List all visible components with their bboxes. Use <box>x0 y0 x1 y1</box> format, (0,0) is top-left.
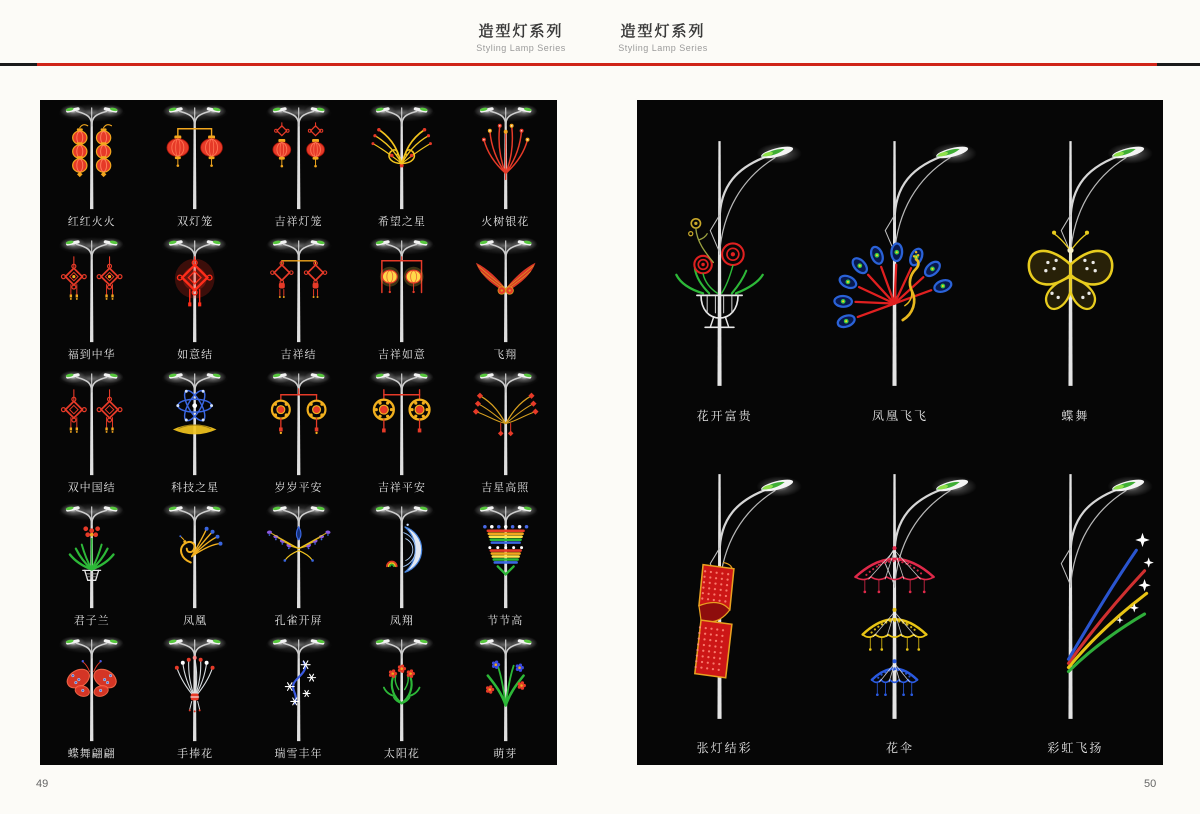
pole-graphic-peacock <box>812 100 987 409</box>
lamp-cell <box>247 366 350 499</box>
lamp-label: 吉祥灯笼 <box>274 216 323 228</box>
lamp-cell <box>350 100 453 233</box>
pole-graphic-firecrackers <box>40 100 143 217</box>
lamp-cell <box>143 233 246 366</box>
lamp-label: 吉祥如意 <box>377 349 426 361</box>
lamp-label: 科技之星 <box>171 482 220 494</box>
lamp-label: 双灯笼 <box>177 216 214 228</box>
pole-graphic-crescent <box>350 499 453 616</box>
pole-graphic-butterfly <box>40 632 143 749</box>
lamp-label: 如意结 <box>177 349 214 361</box>
lamp-cell <box>247 100 350 233</box>
pole-graphic-tiers <box>454 499 557 616</box>
lamp-label: 花伞 <box>885 741 914 755</box>
lamp-cell <box>454 366 557 499</box>
pole-graphic-banner <box>637 433 812 742</box>
lamp-label: 花开富贵 <box>696 408 753 423</box>
lamp-cell <box>40 632 143 765</box>
lamp-cell <box>812 100 987 433</box>
lamp-label: 凤凰飞飞 <box>871 408 928 423</box>
lamp-cell <box>454 632 557 765</box>
lamp-label: 吉星高照 <box>481 482 530 494</box>
lamp-label: 节节高 <box>487 615 524 627</box>
right-header-subtitle: Styling Lamp Series <box>618 43 708 53</box>
lamp-cell <box>637 100 812 433</box>
pole-graphic-basket <box>637 100 812 409</box>
right-page-header <box>598 20 728 53</box>
pole-graphic-spray <box>454 100 557 217</box>
right-page-panel <box>637 100 1163 765</box>
lamp-cell <box>247 499 350 632</box>
lamp-cell <box>637 433 812 766</box>
lamp-cell <box>350 632 453 765</box>
lamp-label: 彩虹飞扬 <box>1047 741 1104 755</box>
lamp-cell <box>143 499 246 632</box>
lamp-cell <box>143 632 246 765</box>
pole-graphic-knots2 <box>40 366 143 483</box>
lamp-cell <box>143 366 246 499</box>
pole-graphic-butterfly_big <box>988 100 1163 409</box>
lamp-cell <box>40 233 143 366</box>
lamp-cell <box>454 100 557 233</box>
lamp-label: 凤翔 <box>389 615 414 627</box>
right-page-number: 50 <box>1144 778 1157 790</box>
pole-graphic-bouquet <box>143 632 246 749</box>
lamp-cell <box>40 366 143 499</box>
left-page-header <box>456 20 586 53</box>
lamp-cell <box>40 100 143 233</box>
lamp-label: 凤凰 <box>183 615 208 627</box>
lamp-cell <box>812 433 987 766</box>
lamp-label: 吉祥平安 <box>377 482 426 494</box>
left-page-number: 49 <box>36 778 49 790</box>
pole-graphic-starwings <box>454 366 557 483</box>
pole-graphic-lanterns <box>143 100 246 217</box>
pole-graphic-coinknots <box>247 366 350 483</box>
pole-graphic-snow <box>247 632 350 749</box>
pole-graphic-atom <box>143 366 246 483</box>
pole-graphic-knot1 <box>143 233 246 350</box>
lamp-cell <box>143 100 246 233</box>
lamp-cell <box>988 433 1163 766</box>
lamp-label: 太阳花 <box>383 748 420 760</box>
pole-graphic-phoenix <box>143 499 246 616</box>
lamp-label: 福到中华 <box>67 349 116 361</box>
lamp-label: 红红火火 <box>67 216 116 228</box>
lamp-label: 希望之星 <box>377 216 426 228</box>
lamp-cell <box>454 499 557 632</box>
lamp-label: 瑞雪丰年 <box>274 748 323 760</box>
lamp-cell <box>454 233 557 366</box>
pole-graphic-lanternframe <box>350 233 453 350</box>
pole-graphic-peacockfan <box>247 499 350 616</box>
left-header-subtitle: Styling Lamp Series <box>476 43 566 53</box>
lamp-label: 飞翔 <box>493 349 518 361</box>
pole-graphic-sprout <box>454 632 557 749</box>
pole-graphic-rainbow <box>988 433 1163 742</box>
lamp-cell <box>247 632 350 765</box>
lamp-cell <box>350 499 453 632</box>
pole-graphic-lanterns_knot <box>247 100 350 217</box>
lamp-label: 火树银花 <box>481 216 530 228</box>
lamp-label: 张灯结彩 <box>696 741 753 755</box>
lamp-label: 孔雀开屏 <box>274 615 323 627</box>
lamp-label: 岁岁平安 <box>274 482 323 494</box>
lamp-cell <box>350 233 453 366</box>
lamp-label: 蝶舞翩翩 <box>67 748 116 760</box>
lamp-cell <box>40 499 143 632</box>
right-header-title: 造型灯系列 <box>620 23 706 40</box>
pole-graphic-swirlwings <box>350 100 453 217</box>
pole-graphic-coinknots2 <box>350 366 453 483</box>
left-header-title: 造型灯系列 <box>478 23 564 40</box>
lamp-label: 君子兰 <box>73 615 110 627</box>
pole-graphic-knots2fu <box>40 233 143 350</box>
lamp-cell <box>350 366 453 499</box>
top-rule <box>0 63 1200 66</box>
pole-graphic-flowerpair <box>350 632 453 749</box>
lamp-label: 手捧花 <box>177 748 214 760</box>
lamp-label: 双中国结 <box>67 482 116 494</box>
lamp-cell <box>988 100 1163 433</box>
lamp-label: 吉祥结 <box>280 349 317 361</box>
pole-graphic-knots2t <box>247 233 350 350</box>
left-page-panel <box>40 100 557 765</box>
lamp-label: 萌芽 <box>493 748 518 760</box>
lamp-label: 蝶舞 <box>1061 408 1090 423</box>
lamp-cell <box>247 233 350 366</box>
pole-graphic-wings <box>454 233 557 350</box>
pole-graphic-umbrellas <box>812 433 987 742</box>
pole-graphic-potplant <box>40 499 143 616</box>
